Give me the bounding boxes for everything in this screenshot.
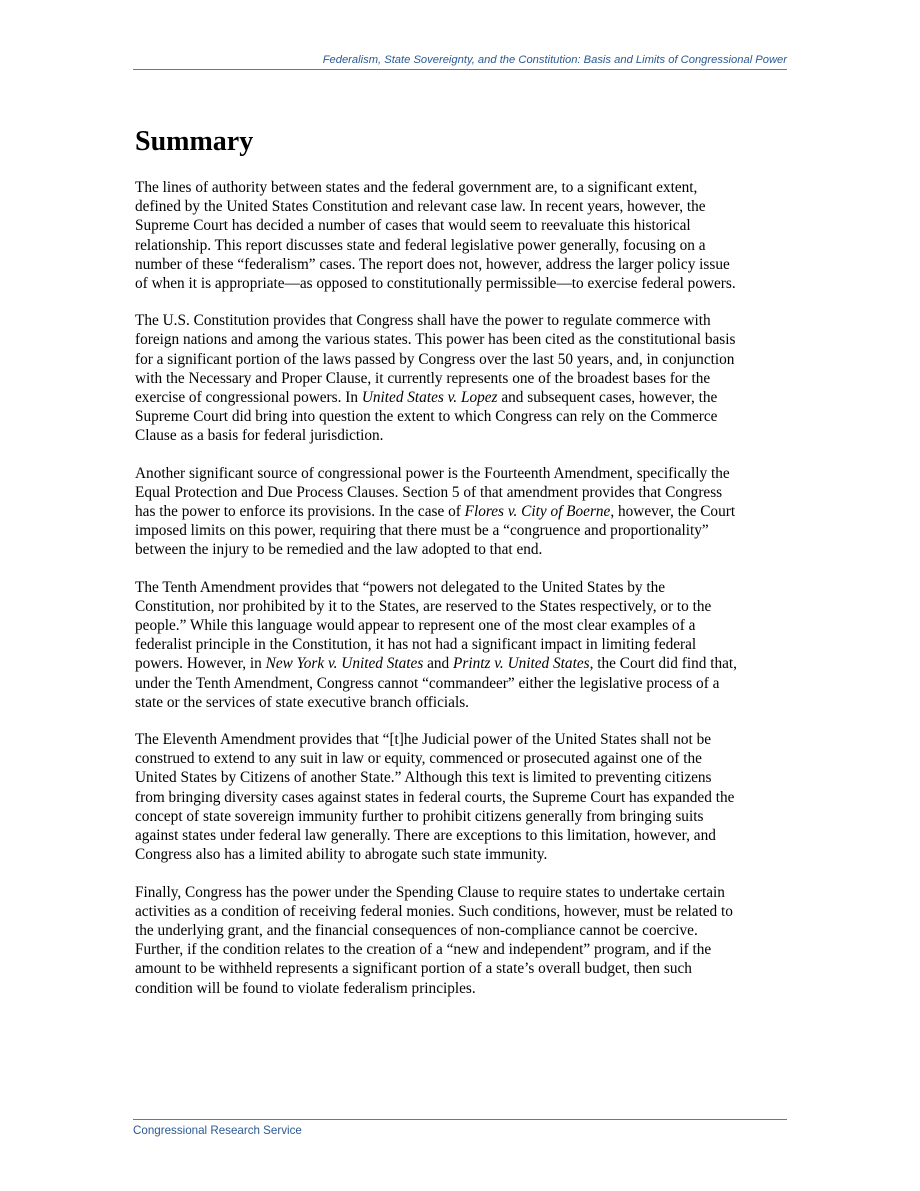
text-segment: Supreme Court has decided a number of cases that would seem to reevaluate this historical (135, 217, 691, 235)
paragraph-line (135, 236, 795, 255)
case-citation: Printz v. United States (453, 655, 590, 673)
text-segment: number of these “federalism” cases. The report does not, however, address the larger policy issue (135, 255, 730, 273)
text-segment: , however, the Court (610, 503, 736, 521)
text-segment: amount to be withheld represents a significant portion of a state’s overall budget, then such (135, 960, 692, 978)
text-segment: Further, if the condition relates to the creation of a “new and independent” program, and if the (135, 941, 712, 959)
paragraph-line (135, 464, 795, 483)
summary-paragraph (135, 178, 795, 293)
paragraph-line (135, 845, 795, 864)
paragraph-line (135, 502, 795, 521)
text-segment: The lines of authority between states and the federal government are, to a significant extent, (135, 179, 698, 196)
paragraph-line (135, 369, 795, 388)
text-segment: , the Court did find that, (589, 655, 738, 673)
text-segment: from bringing diversity cases against states in federal courts, the Supreme Court has expanded the (135, 788, 735, 806)
case-citation: Flores v. City of Boerne (464, 503, 611, 521)
text-segment: exercise of congressional powers. In (135, 389, 362, 407)
text-segment: The U.S. Constitution provides that Congress shall have the power to regulate commerce with (135, 312, 711, 330)
summary-body (135, 178, 795, 1016)
running-header (133, 52, 787, 70)
text-segment: Finally, Congress has the power under the Spending Clause to require states to undertake certain (135, 883, 725, 901)
paragraph-line (135, 616, 795, 635)
summary-paragraph (135, 464, 795, 560)
text-segment: and subsequent cases, however, the (497, 389, 718, 407)
text-segment: The Eleventh Amendment provides that “[t]he Judicial power of the United States shall not be (135, 731, 712, 749)
text-segment: between the injury to be remedied and the law adopted to that end. (135, 541, 543, 559)
text-segment: foreign nations and among the various states. This power has been cited as the constitutional basis (135, 331, 736, 349)
paragraph-line (135, 216, 795, 235)
text-segment: people.” While this language would appear to represent one of the most clear examples of a (135, 617, 696, 635)
paragraph-line (135, 768, 795, 787)
paragraph-line (135, 693, 795, 712)
summary-paragraph (135, 311, 795, 445)
paragraph-line (135, 274, 795, 293)
case-citation: United States v. Lopez (361, 389, 498, 407)
paragraph-line (135, 959, 795, 978)
text-segment: and (423, 655, 454, 673)
text-segment: concept of state sovereign immunity further to prohibit citizens generally from bringing suits (135, 807, 704, 825)
paragraph-line (135, 883, 795, 902)
text-segment: activities as a condition of receiving federal monies. Such conditions, however, must be related to (135, 902, 733, 920)
summary-paragraph (135, 883, 795, 998)
paragraph-line (135, 979, 795, 998)
text-segment: United States by Citizens of another State.” Although this text is limited to preventing citizens (135, 769, 712, 787)
text-segment: Equal Protection and Due Process Clauses. Section 5 of that amendment provides that Congress (135, 483, 723, 501)
text-segment: Another significant source of congressional power is the Fourteenth Amendment, specifically the (135, 464, 730, 482)
paragraph-line (135, 540, 795, 559)
text-segment: construed to extend to any suit in law or equity, commenced or prosecuted against one of the (135, 750, 702, 768)
paragraph-line (135, 311, 795, 330)
paragraph-line (135, 350, 795, 369)
text-segment: of when it is appropriate—as opposed to constitutionally permissible—to exercise federal powers. (135, 275, 736, 293)
paragraph-line (135, 654, 795, 673)
summary-paragraph (135, 578, 795, 712)
text-segment: under the Tenth Amendment, Congress cannot “commandeer” either the legislative process of a (135, 674, 720, 692)
text-segment: Clause as a basis for federal jurisdiction. (135, 427, 384, 445)
text-segment: relationship. This report discusses state and federal legislative power generally, focusing on a (135, 236, 706, 254)
paragraph-line (135, 197, 795, 216)
page-footer (133, 1119, 787, 1139)
text-segment: the underlying grant, and the financial consequences of non-compliance cannot be coercive. (135, 921, 698, 939)
paragraph-line (135, 749, 795, 768)
paragraph-line (135, 597, 795, 616)
text-segment: for a significant portion of the laws passed by Congress over the last 50 years, and, in conjunction (135, 350, 735, 368)
text-segment: with the Necessary and Proper Clause, it currently represents one of the broadest bases for the (135, 369, 711, 387)
footer-organization: Congressional Research Service (133, 1124, 302, 1137)
paragraph-line (135, 730, 795, 749)
summary-paragraph (135, 730, 795, 864)
paragraph-line (135, 921, 795, 940)
paragraph-line (135, 521, 795, 540)
text-segment: state or the services of state executive branch officials. (135, 693, 469, 711)
text-segment: The Tenth Amendment provides that “powers not delegated to the United States by the (135, 578, 666, 596)
paragraph-line (135, 674, 795, 693)
paragraph-line (135, 178, 795, 197)
case-citation: New York v. United States (265, 655, 424, 673)
paragraph-line (135, 788, 795, 807)
text-segment: federalist principle in the Constitution, it has not had a significant impact in limiting federal (135, 636, 697, 654)
paragraph-line (135, 635, 795, 654)
text-segment: defined by the United States Constitution and relevant case law. In recent years, however, the (135, 198, 706, 216)
text-segment: against states under federal law generally. There are exceptions to this limitation, however, and (135, 827, 716, 845)
paragraph-line (135, 407, 795, 426)
paragraph-line (135, 902, 795, 921)
text-segment: Congress also has a limited ability to abrogate such state immunity. (135, 846, 548, 864)
text-segment: Supreme Court did bring into question the extent to which Congress can rely on the Commerce (135, 408, 718, 426)
text-segment: powers. However, in (135, 655, 266, 673)
text-segment: Constitution, nor prohibited by it to the States, are reserved to the States respectively, or to the (135, 597, 712, 615)
paragraph-line (135, 388, 795, 407)
summary-heading: Summary (135, 126, 254, 157)
paragraph-line (135, 940, 795, 959)
paragraph-line (135, 578, 795, 597)
text-segment: condition will be found to violate federalism principles. (135, 979, 476, 997)
paragraph-line (135, 807, 795, 826)
paragraph-line (135, 426, 795, 445)
paragraph-line (135, 483, 795, 502)
paragraph-line (135, 255, 795, 274)
paragraph-line (135, 330, 795, 349)
text-segment: imposed limits on this power, requiring that there must be a “congruence and proportionality” (135, 522, 709, 540)
text-segment: has the power to enforce its provisions. In the case of (135, 503, 465, 521)
running-header-title: Federalism, State Sovereignty, and the Constitution: Basis and Limits of Congressional Power (322, 54, 787, 66)
paragraph-line (135, 826, 795, 845)
